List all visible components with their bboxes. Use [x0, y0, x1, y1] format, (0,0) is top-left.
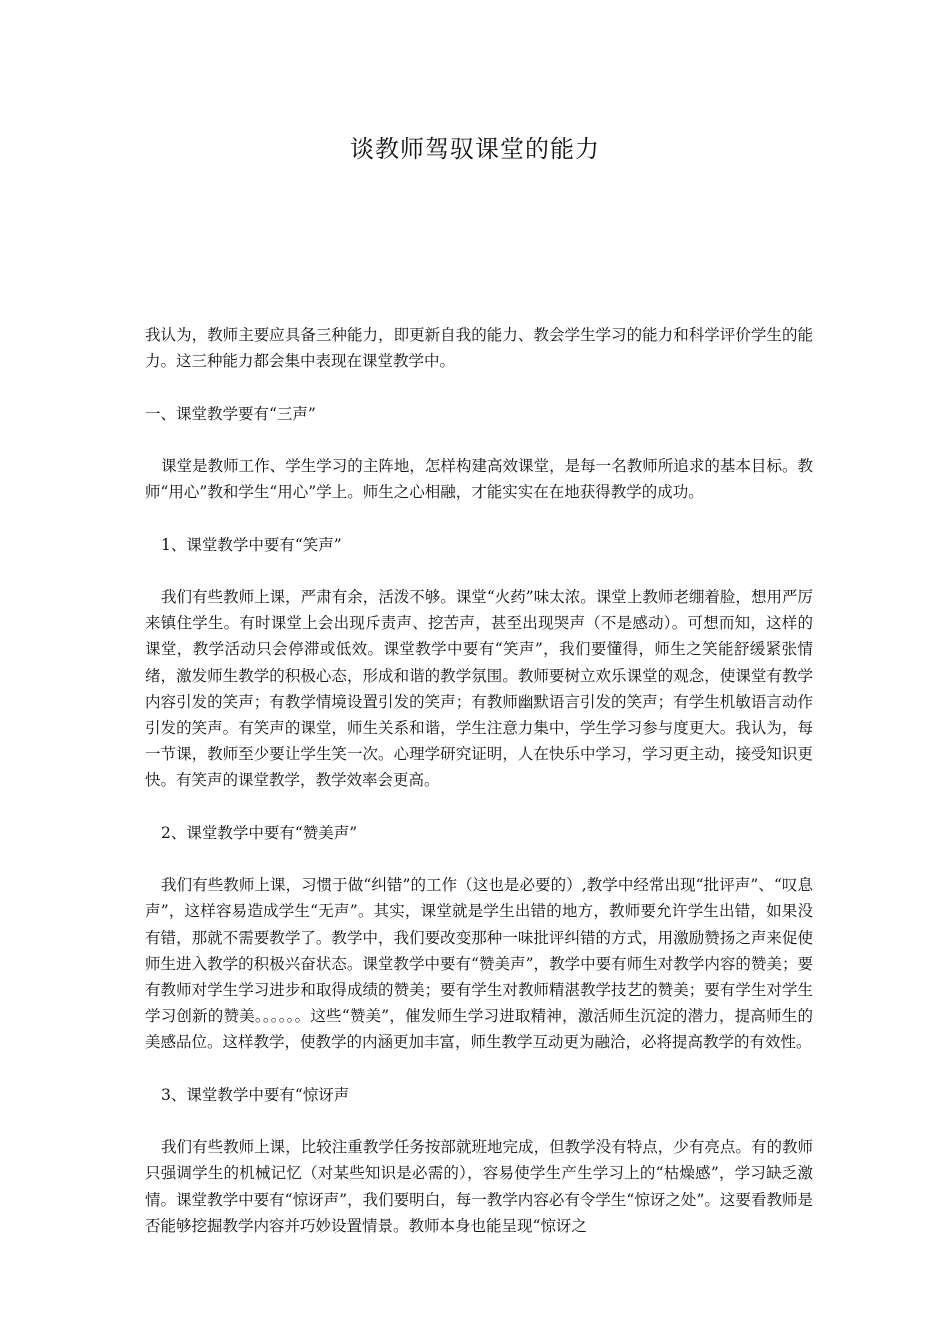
praise-paragraph: 我们有些教师上课，习惯于做“纠错”的工作（这也是必要的）,教学中经常出现“批评声”、“叹息声”，这样容易造成学生“无声”。其实，课堂就是学生出错的地方，教师要允许学生出错，如果没有错，那就不需要教学了。教学中，我们要改变那种一味批评纠错的方式，用激励赞扬之声来促使师生进入教学的积极兴奋状态。课堂教学中要有“赞美声”，教学中要有师生对教学内容的赞美；要有教师对学生学习进步和取得成绩的赞美；要有学生对教师精湛教学技艺的赞美；要有学生对学生学习创新的赞美。。。。。。这些“赞美”，催发师生学习进取精神，激活师生沉淀的潜力，提高师生的美感品位。这样教学，使教学的内涵更加丰富，师生教学互动更为融洽，必将提高教学的有效性。 [145, 876, 813, 1052]
intro-paragraph: 我认为，教师主要应具备三种能力，即更新自我的能力、教会学生学习的能力和科学评价学生的能力。这三种能力都会集中表现在课堂教学中。 [145, 326, 813, 371]
document-body [145, 322, 813, 1265]
subsection-heading-laughter: 1、课堂教学中要有“笑声” [161, 535, 342, 554]
laughter-paragraph: 我们有些教师上课，严肃有余，活泼不够。课堂“火药”味太浓。课堂上教师老绷着脸，想用严厉来镇住学生。有时课堂上会出现斥责声、挖苦声，甚至出现哭声（不是感动）。可想而知，这样的课堂，教学活动只会停滞或低效。课堂教学中要有“笑声”，我们要懂得，师生之笑能舒缓紧张情绪，激发师生教学的积极心态，形成和谐的教学氛围。教师要树立欢乐课堂的观念，使课堂有教学内容引发的笑声；有教学情境设置引发的笑声；有教师幽默语言引发的笑声；有学生机敏语言动作引发的笑声。有笑声的课堂，师生关系和谐，学生注意力集中，学生学习参与度更大。我认为，每一节课，教师至少要让学生笑一次。心理学研究证明，人在快乐中学习，学习更主动，接受知识更快。有笑声的课堂教学，教学效率会更高。 [145, 587, 813, 790]
surprise-paragraph: 我们有些教师上课，比较注重教学任务按部就班地完成，但教学没有特点，少有亮点。有的教师只强调学生的机械记忆（对某些知识是必需的），容易使学生产生学习上的“枯燥感”，学习缺乏激情。课堂教学中要有“惊讶声”，我们要明白，每一教学内容必有令学生“惊讶之处”。这要看教师是否能够挖掘教学内容并巧妙设置情景。教师本身也能呈现“惊讶之 [145, 1138, 813, 1235]
subsection-heading-surprise: 3、课堂教学中要有“惊讶声 [161, 1085, 350, 1104]
page-title: 谈教师驾驭课堂的能力 [350, 135, 600, 163]
section-intro-paragraph: 课堂是教师工作、学生学习的主阵地，怎样构建高效课堂，是每一名教师所追求的基本目标。教师“用心”教和学生“用心”学上。师生之心相融，才能实实在在地获得教学的成功。 [145, 456, 813, 502]
section-heading: 一、课堂教学要有“三声” [145, 404, 316, 423]
subsection-heading-praise: 2、课堂教学中要有“赞美声” [161, 823, 358, 842]
